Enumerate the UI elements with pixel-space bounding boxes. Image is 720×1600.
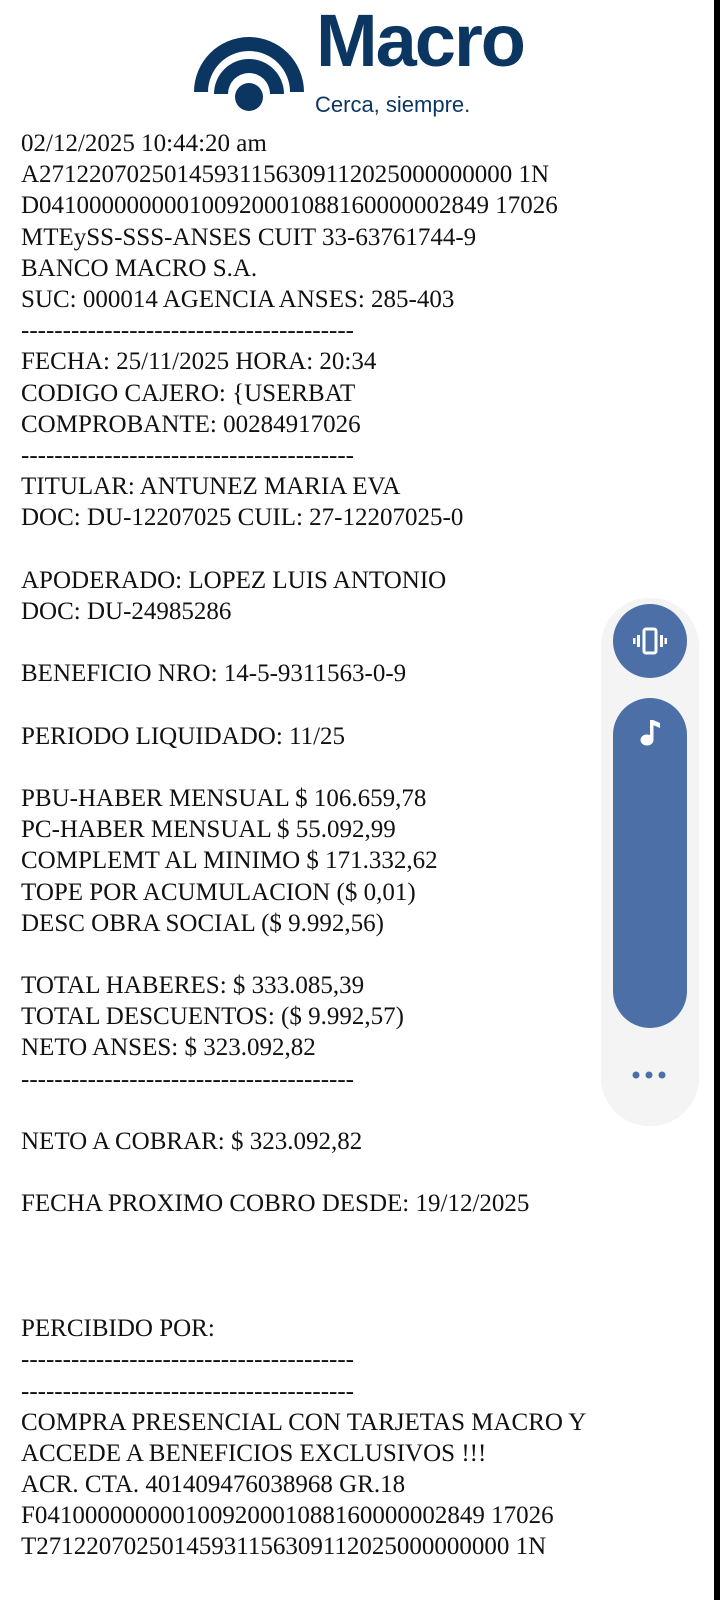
brand-name: Macro <box>316 0 524 82</box>
receipt-line: COMPRA PRESENCIAL CON TARJETAS MACRO Y <box>21 1408 587 1436</box>
brand-tagline: Cerca, siempre. <box>315 92 471 117</box>
receipt-line <box>21 1095 701 1126</box>
music-note-icon <box>638 718 662 748</box>
receipt-line: D041000000000100920001088160000002849 17026 <box>21 192 558 220</box>
receipt-line <box>21 939 701 970</box>
receipt-line: NETO A COBRAR: $ 323.092,82 <box>21 1128 363 1155</box>
receipt-line: ACCEDE A BENEFICIOS EXCLUSIVOS !!! <box>21 1439 487 1467</box>
receipt-line: ACR. CTA. 401409476038968 GR.18 <box>21 1471 406 1499</box>
receipt-line: TITULAR: ANTUNEZ MARIA EVA <box>21 473 401 501</box>
receipt-line <box>21 533 701 564</box>
receipt-line: DOC: DU-24985286 <box>21 597 232 625</box>
receipt-line: COMPROBANTE: 00284917026 <box>21 410 361 438</box>
receipt-line: MTEySS-SSS-ANSES CUIT 33-63761744-9 <box>21 223 477 251</box>
receipt-line: TOTAL DESCUENTOS: ($ 9.992,57) <box>21 1003 404 1031</box>
receipt-line <box>21 627 701 658</box>
receipt-line: SUC: 000014 AGENCIA ANSES: 285-403 <box>21 285 455 313</box>
receipt-line: F041000000000100920001088160000002849 17026 <box>21 1502 554 1530</box>
receipt-line <box>21 1251 701 1282</box>
receipt-line: CODIGO CAJERO: {USERBAT <box>21 379 356 407</box>
receipt-line: 02/12/2025 10:44:20 am <box>21 130 267 157</box>
receipt-line: FECHA: 25/11/2025 HORA: 20:34 <box>21 348 377 376</box>
more-options-button[interactable] <box>625 1056 675 1096</box>
receipt-line: BANCO MACRO S.A. <box>21 254 258 282</box>
volume-overlay <box>601 598 699 1126</box>
receipt-line <box>21 1220 701 1251</box>
receipt-text <box>21 128 701 1563</box>
receipt-line <box>21 1157 701 1188</box>
receipt-line: A27122070250145931156309112025000000000 1N <box>21 161 550 189</box>
receipt-line: DOC: DU-12207025 CUIL: 27-12207025-0 <box>21 504 464 532</box>
receipt-line: TOTAL HABERES: $ 333.085,39 <box>21 972 365 1000</box>
receipt-line <box>21 1282 701 1313</box>
receipt-line: APODERADO: LOPEZ LUIS ANTONIO <box>21 566 447 594</box>
receipt-line: PC-HABER MENSUAL $ 55.092,99 <box>21 816 396 844</box>
receipt-line: PERCIBIDO POR: <box>21 1315 215 1343</box>
receipt-line: PERIODO LIQUIDADO: 11/25 <box>21 722 346 750</box>
more-horizontal-icon <box>631 1070 667 1080</box>
receipt-line: PBU-HABER MENSUAL $ 106.659,78 <box>21 784 427 812</box>
media-volume-slider[interactable] <box>613 698 687 1028</box>
receipt-line: NETO ANSES: $ 323.092,82 <box>21 1034 316 1062</box>
receipt-line <box>21 752 701 783</box>
receipt-line: DESC OBRA SOCIAL ($ 9.992,56) <box>21 909 384 937</box>
bank-logo <box>186 0 526 128</box>
receipt-line: ---------------------------------------- <box>21 317 355 345</box>
receipt-line: ---------------------------------------- <box>21 1346 355 1374</box>
receipt-line: COMPLEMT AL MINIMO $ 171.332,62 <box>21 847 438 875</box>
receipt-line: ---------------------------------------- <box>21 1377 355 1405</box>
receipt-line: ---------------------------------------- <box>21 441 355 469</box>
vibrate-icon <box>633 624 667 658</box>
vibrate-toggle-button[interactable] <box>613 604 687 678</box>
receipt-line: BENEFICIO NRO: 14-5-9311563-0-9 <box>21 660 407 688</box>
macro-logo-mark-icon <box>190 14 308 118</box>
receipt-line: TOPE POR ACUMULACION ($ 0,01) <box>21 878 416 906</box>
receipt-line: T27122070250145931156309112025000000000 1N <box>21 1533 547 1561</box>
receipt-line: FECHA PROXIMO COBRO DESDE: 19/12/2025 <box>21 1190 530 1218</box>
receipt-line: ---------------------------------------- <box>21 1065 355 1093</box>
receipt-line <box>21 689 701 720</box>
